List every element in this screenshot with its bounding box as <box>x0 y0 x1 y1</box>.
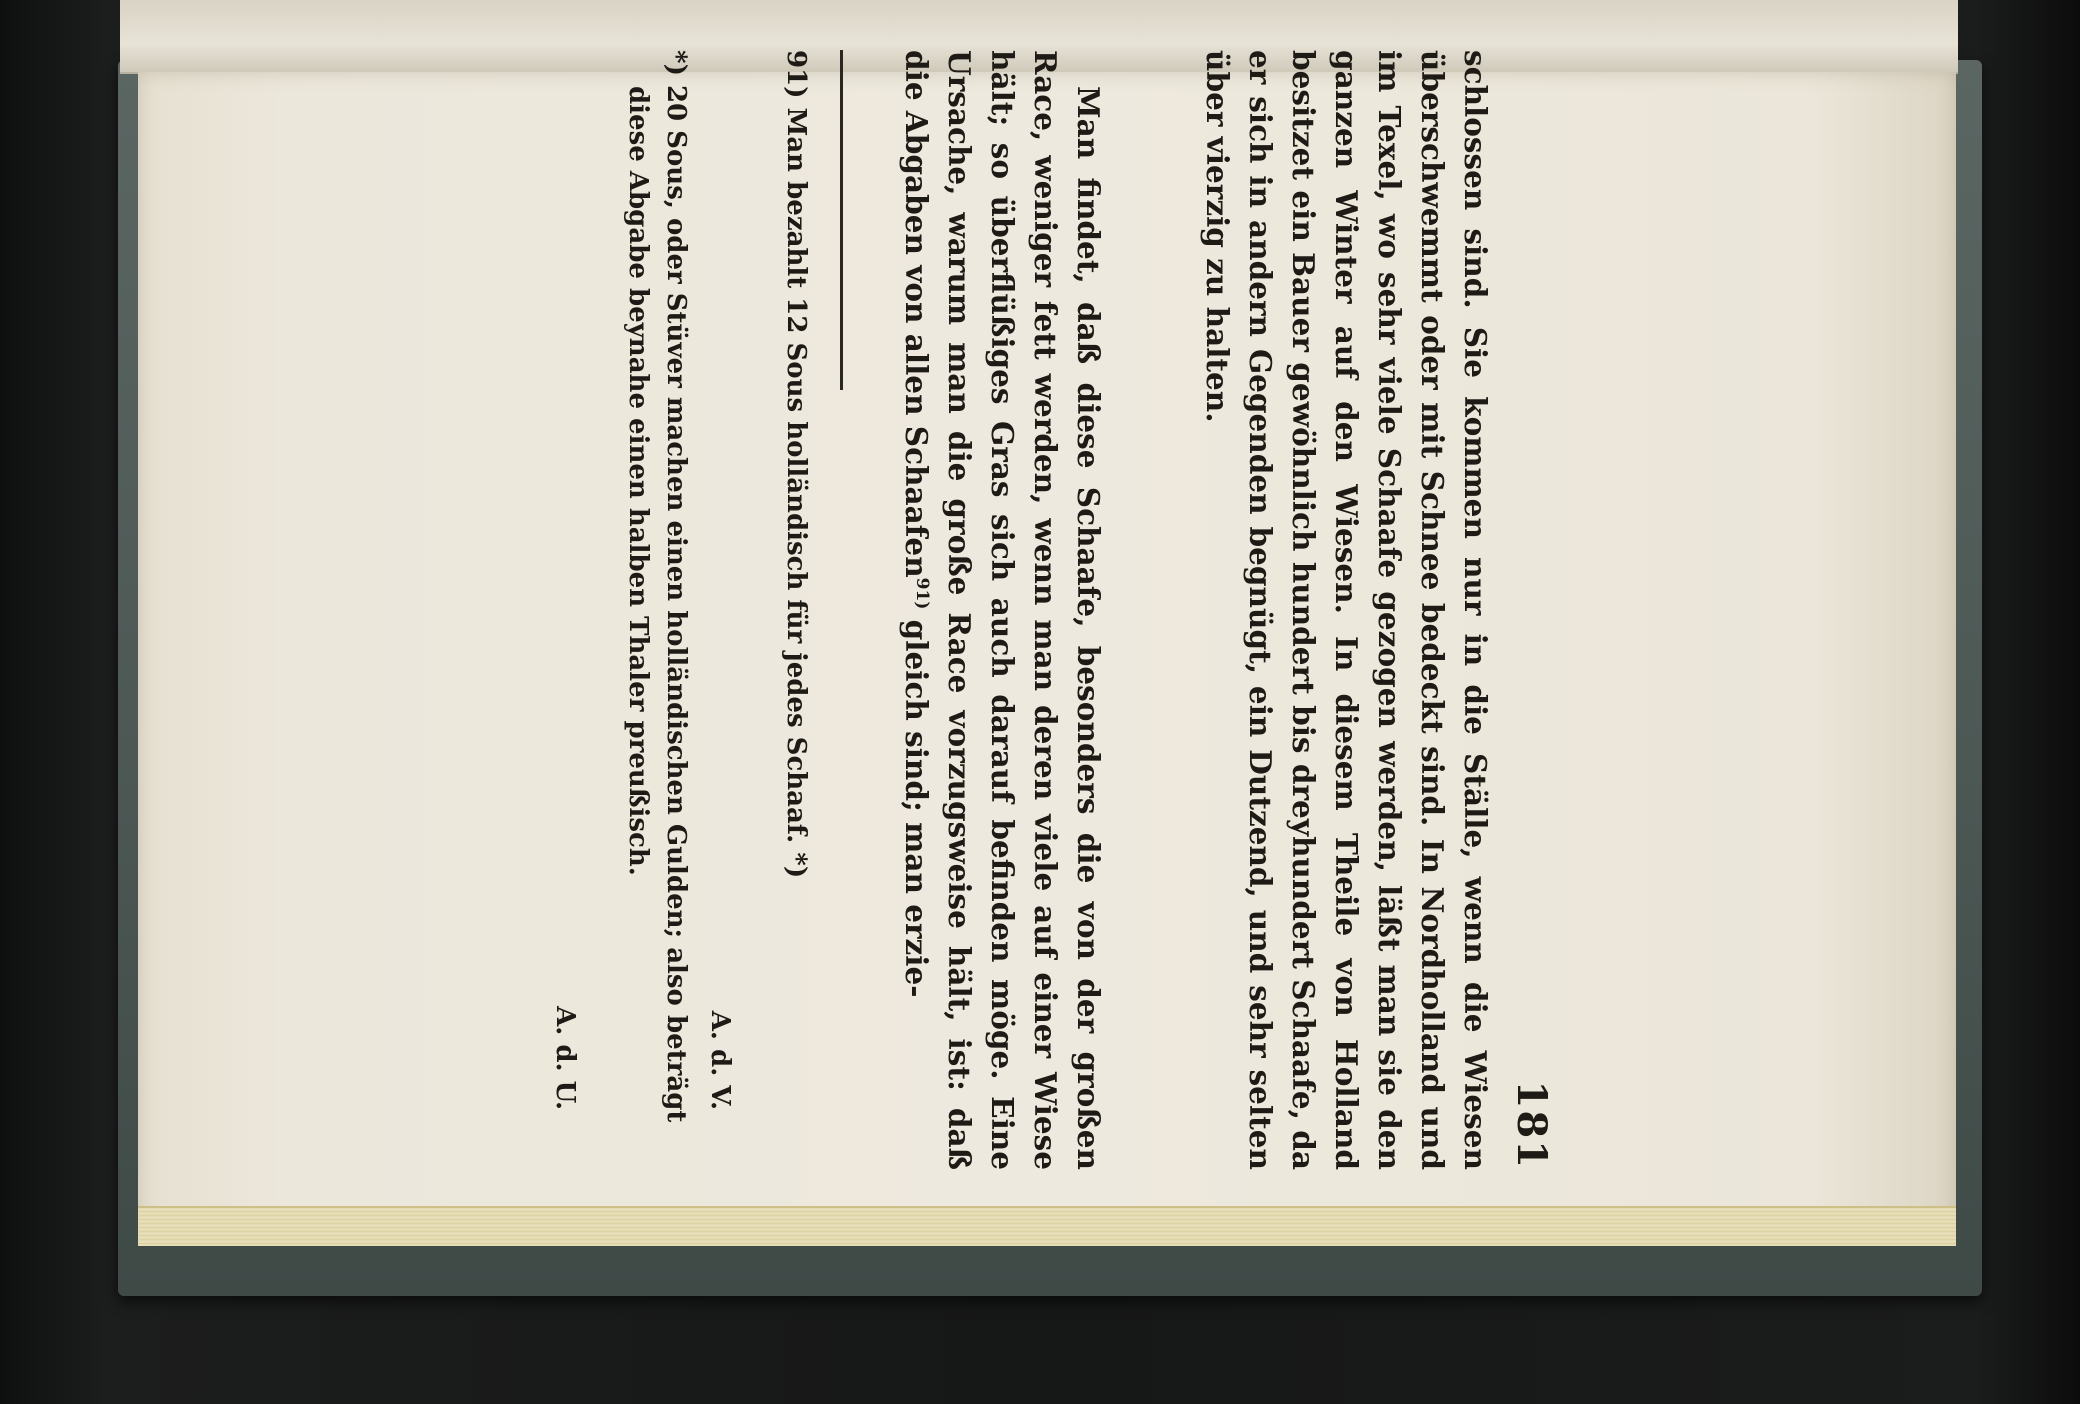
body-paragraph-2-text: Man findet, daß diese Schaafe, besonders die von der großen Race, weniger fett werden, wenn man deren viele auf einer Wiese hält; so überflüßiges Gras sich auch darauf befinden möge. Eine Ursache, warum man die große Race vorzugsweise hält, ist: daß die Abgaben von allen Schaafen <box>899 50 1106 1170</box>
page-text-block <box>550 50 1555 1170</box>
body-paragraph-1: schlossen sind. Sie kommen nur in die Ställe, wenn die Wiesen überschwemmt oder mit Schnee bedeckt sind. In Nordholland und im Texel, wo sehr viele Schaafe gezogen werden, läßt man sie den ganzen Winter auf den Wiesen. In diesem Theile von Holland besitzet ein Bauer gewöhnlich hundert bis dreyhundert Schaafe, da er sich in andern Gegenden begnügt, ein Dutzend, und sehr selten über vierzig zu halten. <box>1200 50 1493 1170</box>
footnote-reference-91: 91) <box>911 577 932 610</box>
body-paragraph-2-end: gleich sind; man erzie- <box>899 609 934 998</box>
footnote-star-signature: A. d. U. <box>550 1006 580 1110</box>
page-block-edges <box>138 1206 1956 1246</box>
footnote-91: 91) Man bezahlt 12 Sous holländisch für jedes Schaaf. *) <box>781 50 811 879</box>
footnote-91-signature: A. d. V. <box>705 1010 735 1110</box>
footnote-divider <box>840 50 843 390</box>
page-number: 181 <box>1508 1080 1555 1170</box>
body-paragraph-2 <box>895 50 1110 1170</box>
footnote-star: *) 20 Sous, oder Stüver machen einen holländischen Gulden; also beträgt diese Abgabe beynahe einen halben Thaler preußisch. <box>623 50 691 1123</box>
rotated-page-content <box>550 50 1555 1170</box>
